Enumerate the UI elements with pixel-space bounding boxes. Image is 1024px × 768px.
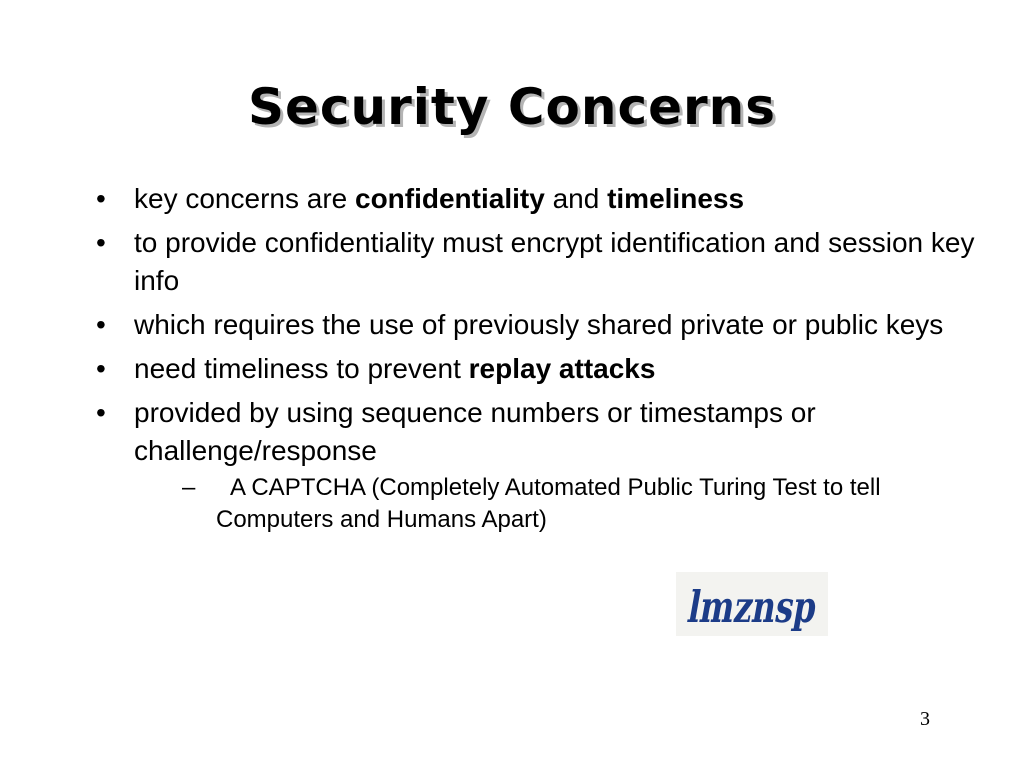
captcha-graphic: [676, 572, 828, 636]
bullet-text-2: to provide confidentiality must encrypt identification and session key info: [134, 227, 975, 296]
bullet-item: [96, 350, 976, 388]
bullet-list: [96, 180, 976, 542]
bullet-marker: •: [96, 183, 106, 214]
bullet-marker: •: [96, 397, 106, 428]
bullet-segment: need timeliness to prevent: [134, 353, 469, 384]
bullet-item: [96, 306, 976, 344]
bullet-text-4: [134, 353, 655, 384]
bullet-marker: •: [96, 227, 106, 258]
bullet-emphasis: replay attacks: [468, 353, 656, 384]
bullet-item: [96, 180, 976, 218]
bullet-emphasis: timeliness: [607, 183, 745, 214]
bullet-marker: •: [96, 309, 106, 340]
page-number: 3: [920, 708, 930, 730]
slide-title: Security Concerns: [247, 78, 777, 136]
captcha-image: [676, 572, 828, 636]
captcha-text: lmznsp: [684, 581, 813, 633]
bullet-item: [96, 224, 976, 300]
sub-bullet-item: [182, 472, 976, 536]
bullet-marker: •: [96, 353, 106, 384]
sub-bullet-marker: –: [182, 474, 196, 501]
bullet-item: [96, 394, 976, 536]
bullet-segment: key concerns are: [134, 183, 355, 214]
bullet-text-3: which requires the use of previously shared private or public keys: [134, 309, 944, 340]
bullet-text-5: provided by using sequence numbers or timestamps or challenge/response: [134, 397, 816, 466]
bullet-emphasis: confidentiality: [355, 183, 545, 214]
bullet-text-1: [134, 183, 744, 214]
bullet-segment: and: [544, 183, 608, 214]
sub-bullet-text: A CAPTCHA (Completely Automated Public Turing Test to tell Computers and Humans Apart): [216, 474, 881, 533]
